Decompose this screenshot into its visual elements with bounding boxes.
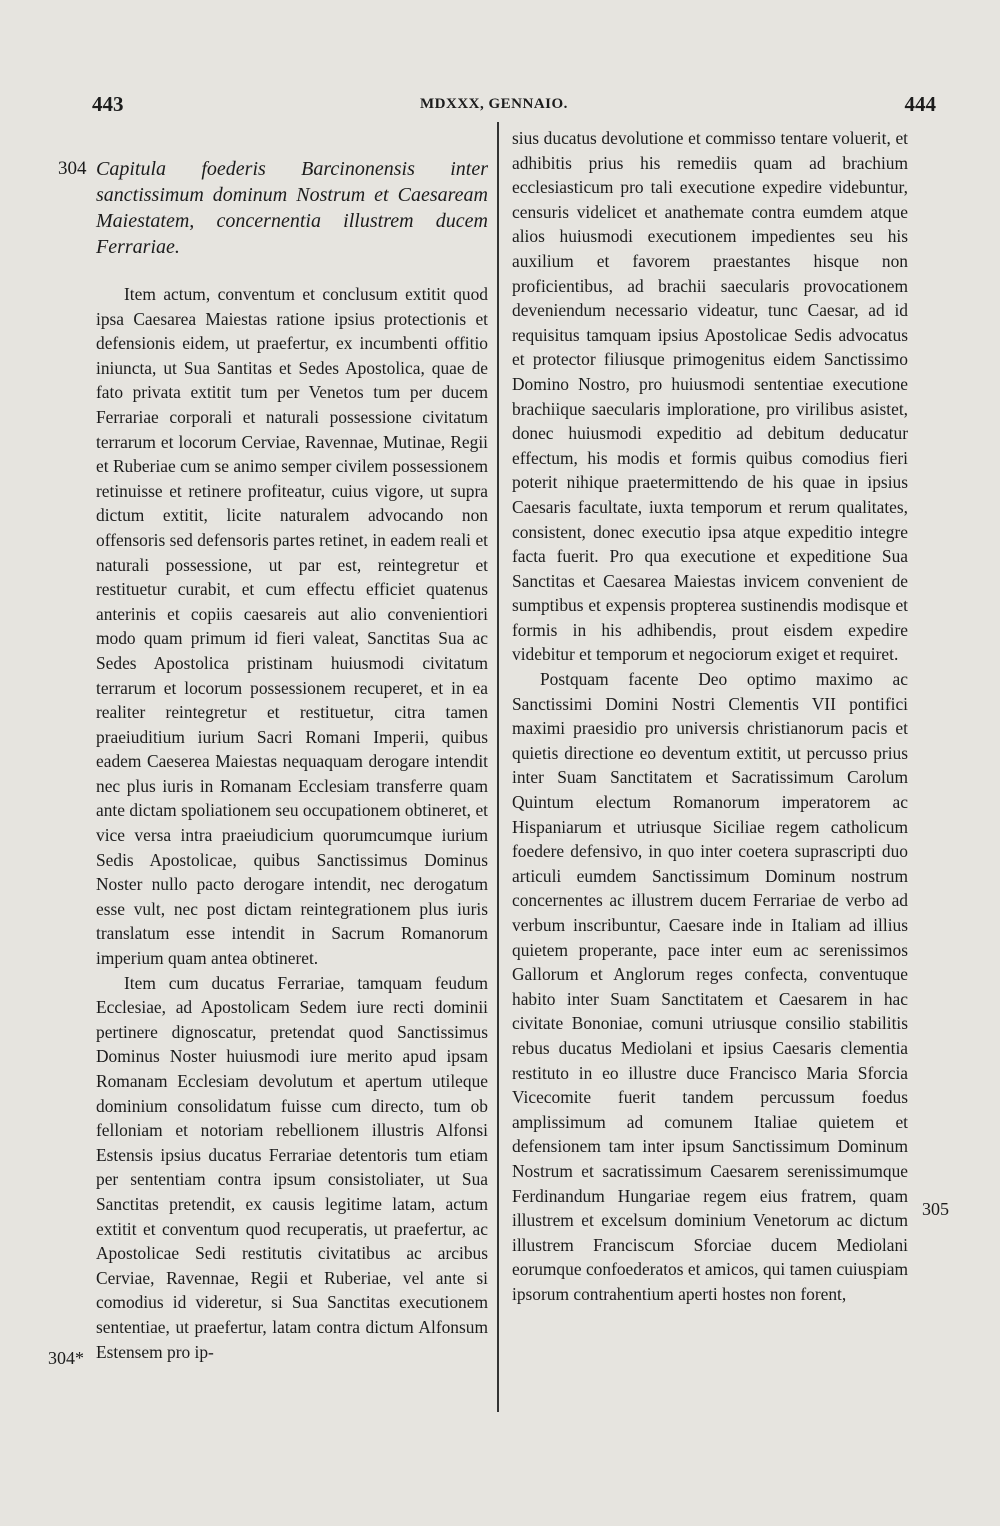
document-number: 304: [58, 158, 87, 179]
paragraph: sius ducatus devolutione et commisso tentare voluerit, et adhibitis prius his remediis quam ad brachium ecclesiasticum pro tali executione expedire videbuntur, censuris videlicet et anathemate contra eumdem atque alios huiusmodi executionem impedientes seu his auxilium et favorem praestantes hisque non proficientibus, ad brachii saecularis provocationem deveniendum necessario videatur, tunc Caesar, ad id requisitus tamquam ipsius Apostolicae Sedis advocatus et protector filiusque primogenitus eidem Sanctissimo Domino Nostro, pro huiusmodi sententiae executione brachiique saecularis imploratione, pro virilibus asistet, donec huiusmodi expeditio ad debitum deducatur effectum, his modis et formis quibus comodius fieri poterit nihique praetermittendo de his quae in ipsius Caesaris facultate, iuxta temporum et rerum qualitates, consistent, donec executio ipsa atque expeditio integre facta fuerit. Pro qua executione et expeditione Sua Sanctitas et Caesarea Maiestas invicem convenient de sumptibus et expensis propterea sustinendis modisque et formis in his adhibendis, prout eisdem expedire videbitur et temporum et negociorum exiget et requiret.: [512, 128, 908, 665]
running-title: MDXXX, GENNAIO.: [420, 96, 568, 112]
document-title: Capitula foederis Barcinonensis inter sanctissimum dominum Nostrum et Caesaream Maiestatem, concernentia illustrem ducem Ferrariae.: [96, 158, 488, 258]
page-number-right: 444: [904, 92, 936, 116]
margin-note-right: 305: [922, 1199, 949, 1219]
column-divider: [497, 122, 499, 1412]
page-number-left: 443: [92, 92, 124, 116]
left-column: [58, 126, 488, 1364]
paragraph: Item actum, conventum et conclusum extitit quod ipsa Caesarea Maiestas ratione ipsius protectionis et defensionis eidem, ut praefertur, ex incumbenti offitio iniuncta, ut Sua Santitas et Sedes Apostolica, quae de fato privata extitit tum per Venetos tum per ducem Ferrariae corporali et naturali possessione civitatum terrarum et locorum Cerviae, Ravennae, Mutinae, Regii et Ruberiae cum se animo semper civilem possessionem retinuisse et retinere profiteatur, cuius vigore, ut supra dictum extitit, licite naturalem advocando non offensoris sed defensoris partes retinet, in eadem reali et naturali possessione, ut par est, reintegretur et restituetur curabit, et cum effectu efficiet quatenus anterinis et copiis caesareis aut alio convenientiori modo quam primum id fieri valeat, Sanctitas Sua ac Sedes Apostolica pristinam huiusmodi civitatum terrarum et locorum possessionem recuperet, et in ea realiter reintegretur et restituetur, citra tamen praeiuditium iurium Sacri Romani Imperii, quibus eadem Caeserea Maiestas nequaquam derogare intendit nec plus iuris in Romanam Ecclesiam transferre quam ante dictam spoliationem seu occupationem obtineret, et vice versa intra praeiudicium quorumcumque iurium Sedis Apostolicae, quibus Sanctissimus Dominus Noster nullo pacto derogare intendit, nec derogatum esse vult, nec post dictam reintegrationem plus iuris translatum esse intendit in Sacrum Romanorum imperium quam antea obtineret.: [96, 284, 488, 969]
document-heading: [58, 156, 488, 260]
paragraph: Item cum ducatus Ferrariae, tamquam feudum Ecclesiae, ad Apostolicam Sedem iure recti dominii pertinere dignoscatur, pretendat quod Sanctissimus Dominus Noster huiusmodi iure merito apud ipsam Romanam Ecclesiam devolutum et apertum utileque dominium consolidatum fuisse cum directo, tum ob felloniam et notoriam rebellionem illustris Alfonsi Estensis ipsius ducatus Ferrariae detentoris tum etiam per sententiam contra ipsum consistoliater, ut Sua Sanctitas pretendit, ex causis legitime latam, actum extitit et conventum quod recuperatis, ut praefertur, ac Apostolicae Sedi restitutis civitatibus ac arcibus Cerviae, Ravennae, Regii et Ruberiae, vel ante si comodius id videretur, si Sua Sanctitas executionem sententiae, ut praefertur, latam contra dictum Alfonsum Estensem pro ip-: [96, 972, 488, 1362]
margin-note-left: 304*: [48, 1348, 84, 1368]
paragraph: Postquam facente Deo optimo maximo ac Sanctissimi Domini Nostri Clementis VII pontifici maximi praesidio pro universis christianorum pacis et quietis directione eo deventum extitit, ut percusso prius inter Suam Sanctitatem et Sacratissimum Carolum Quintum electum Romanorum imperatorem ac Hispaniarum et utriusque Siciliae regem catholicum foedere defensivo, in quo inter coetera suprascripti duo articuli eumdem Sanctissimum Dominum nostrum concernentes ac illustrem ducem Ferrariae de verbo ad verbum inscribuntur, Caesare inde in Italiam ad illius quietem properante, pace inter eum ac serenissimos Gallorum et Anglorum reges confecta, conventuque habito inter Suam Sanctitatem et Caesarem in hac civitate Bononiae, comuni utriusque consilio stabilitis rebus ducatus Mediolani et ipsius Caesaris clementia restituto in eo illustre duce Francisco Maria Sforcia Vicecomite fuerit tandem percussum foedus amplissimum ad comunem Italiae quietem et defensionem tam inter ipsum Sanctissimum Dominum Nostrum et sacratissimum Caesarem serenissimumque Ferdinandum Hungariae regem eius fratrem, quam illustrem et excelsum dominium Venetorum ac dictum illustrem Franciscum Sforciae ducem Mediolani eorumque confoederatos et amicos, qui tamen cuiuspiam ipsorum contrahentium aperti hostes non forent,: [512, 669, 908, 1304]
right-column: [512, 126, 908, 1307]
running-head: [0, 92, 1000, 122]
